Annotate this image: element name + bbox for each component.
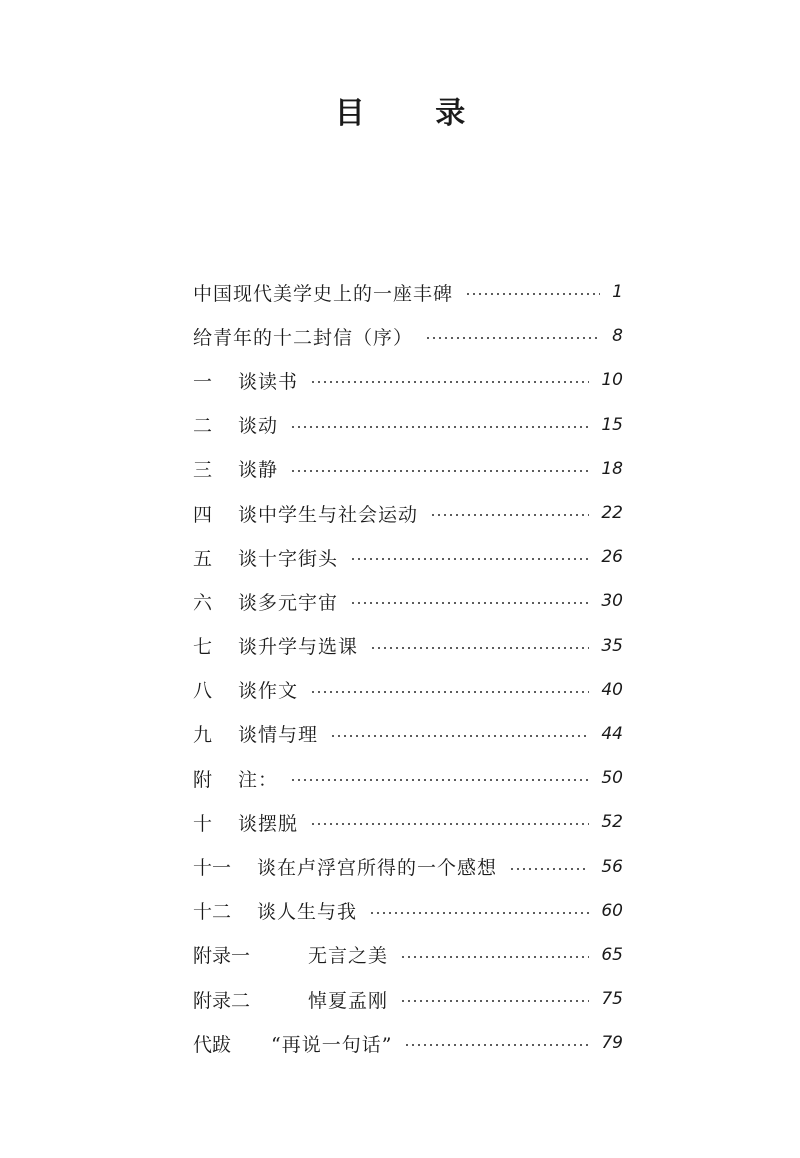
toc-entry-number: 代跋: [193, 1033, 232, 1056]
dot-leader: [425, 337, 600, 339]
toc-entry-chapter-6[interactable]: [193, 579, 623, 623]
toc-entry-page: 56: [601, 856, 623, 877]
toc-entry-page: 35: [601, 635, 623, 656]
dot-leader: [404, 1044, 589, 1046]
dot-leader: [509, 868, 589, 870]
toc-entry-chapter-10[interactable]: [193, 800, 623, 844]
dot-leader: [310, 823, 589, 825]
toc-entry-label: 谈情与理: [238, 724, 319, 747]
toc-entry-number: 七: [193, 636, 213, 659]
dot-leader: [310, 381, 589, 383]
toc-entry-chapter-12[interactable]: [193, 889, 623, 933]
toc-entry-page: 65: [601, 944, 623, 965]
toc-entry-preface[interactable]: [193, 314, 623, 358]
toc-entry-page: 52: [601, 812, 623, 833]
toc-entry-foreword[interactable]: [193, 270, 623, 314]
dot-leader: [400, 956, 589, 958]
dot-leader: [400, 1000, 589, 1002]
toc-entry-number: 一: [193, 370, 213, 393]
table-of-contents: [193, 270, 623, 1065]
toc-entry-label: 谈十字街头: [238, 547, 339, 570]
toc-entry-chapter-9[interactable]: [193, 712, 623, 756]
toc-entry-label: 谈升学与选课: [238, 636, 359, 659]
toc-entry-label: 谈多元宇宙: [238, 591, 339, 614]
toc-entry-page: 1: [612, 282, 623, 303]
dot-leader: [350, 602, 589, 604]
toc-entry-appendix-1[interactable]: [193, 933, 623, 977]
toc-entry-page: 22: [601, 503, 623, 524]
toc-entry-chapter-3[interactable]: [193, 447, 623, 491]
toc-entry-page: 79: [601, 1033, 623, 1054]
dot-leader: [430, 514, 589, 516]
toc-entry-label: 谈动: [238, 415, 279, 438]
toc-entry-postscript[interactable]: [193, 1021, 623, 1065]
toc-entry-number: 五: [193, 547, 213, 570]
toc-entry-number: 附录一: [193, 945, 251, 968]
dot-leader: [370, 647, 589, 649]
toc-entry-chapter-4[interactable]: [193, 491, 623, 535]
toc-entry-number: 十: [193, 812, 213, 835]
dot-leader: [330, 735, 589, 737]
toc-entry-label: 谈静: [238, 459, 279, 482]
toc-entry-number: 九: [193, 724, 213, 747]
toc-entry-page: 50: [601, 768, 623, 789]
toc-entry-label: 中国现代美学史上的一座丰碑: [193, 282, 454, 305]
toc-entry-page: 75: [601, 989, 623, 1010]
toc-entry-page: 30: [601, 591, 623, 612]
toc-entry-page: 8: [612, 326, 623, 347]
dot-leader: [290, 779, 589, 781]
page-title: 目 录: [334, 96, 496, 131]
dot-leader: [310, 691, 589, 693]
toc-entry-chapter-7[interactable]: [193, 624, 623, 668]
dot-leader: [290, 426, 589, 428]
toc-entry-number: 四: [193, 503, 213, 526]
toc-entry-chapter-2[interactable]: [193, 403, 623, 447]
toc-entry-number: 十一: [193, 857, 232, 880]
dot-leader: [465, 293, 600, 295]
toc-entry-number: 附录二: [193, 989, 251, 1012]
toc-entry-page: 60: [601, 900, 623, 921]
toc-entry-number: 三: [193, 459, 213, 482]
toc-entry-label: “再说一句话”: [271, 1033, 393, 1056]
toc-entry-appendix-2[interactable]: [193, 977, 623, 1021]
dot-leader: [350, 558, 589, 560]
toc-entry-label: 注：: [238, 768, 279, 791]
toc-entry-page: 18: [601, 458, 623, 479]
toc-entry-chapter-8[interactable]: [193, 668, 623, 712]
dot-leader: [369, 912, 589, 914]
toc-entry-number: 十二: [193, 901, 232, 924]
toc-entry-label: 给青年的十二封信（序）: [193, 326, 414, 349]
toc-entry-number: 八: [193, 680, 213, 703]
toc-entry-label: 谈中学生与社会运动: [238, 503, 419, 526]
toc-entry-chapter-5[interactable]: [193, 535, 623, 579]
toc-entry-note[interactable]: [193, 756, 623, 800]
toc-entry-page: 44: [601, 723, 623, 744]
toc-entry-number: 附: [193, 768, 213, 791]
dot-leader: [290, 470, 589, 472]
toc-entry-chapter-11[interactable]: [193, 844, 623, 888]
toc-entry-label: 谈读书: [238, 370, 299, 393]
toc-entry-page: 26: [601, 547, 623, 568]
toc-entry-chapter-1[interactable]: [193, 358, 623, 402]
toc-entry-number: 二: [193, 415, 213, 438]
toc-entry-label: 谈摆脱: [238, 812, 299, 835]
toc-entry-label: 悼夏孟刚: [308, 989, 389, 1012]
toc-entry-page: 40: [601, 679, 623, 700]
toc-entry-label: 谈作文: [238, 680, 299, 703]
toc-entry-label: 谈在卢浮宫所得的一个感想: [257, 857, 498, 880]
toc-entry-page: 15: [601, 414, 623, 435]
toc-entry-label: 谈人生与我: [257, 901, 358, 924]
toc-entry-number: 六: [193, 591, 213, 614]
toc-entry-page: 10: [601, 370, 623, 391]
toc-entry-label: 无言之美: [308, 945, 389, 968]
